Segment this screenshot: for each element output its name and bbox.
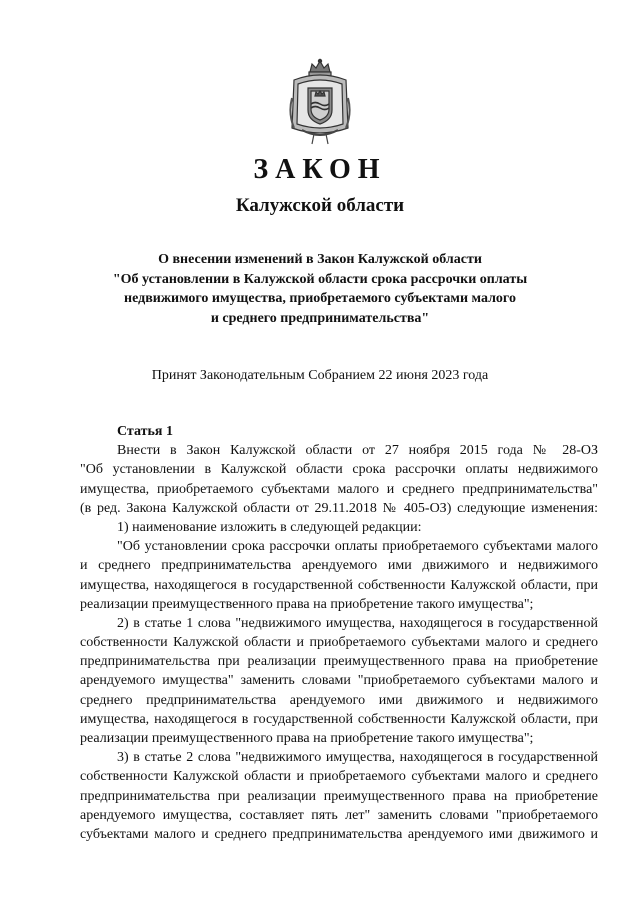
body-line: субъектами малого и среднего предпринимательства арендуемого ими движимого и — [80, 826, 598, 842]
body-line: Внести в Закон Калужской области от 27 ноября 2015 года № 28-ОЗ — [117, 443, 598, 459]
body-line: собственности Калужской области и приобретаемого субъектами малого и среднего — [80, 769, 598, 785]
law-subject — [0, 250, 640, 328]
body-line: имущества, находящегося в государственной собственности Калужской области, при — [80, 711, 598, 727]
document-body — [80, 422, 598, 844]
body-line: "Об установлении в Калужской области срока рассрочки оплаты недвижимого — [80, 462, 598, 478]
body-line: имущества, находящегося в государственной собственности Калужской области, при — [80, 577, 598, 593]
document-title: ЗАКОН — [253, 154, 387, 185]
body-line: 2) в статье 1 слова "недвижимого имущества, находящегося в государственной — [117, 615, 598, 631]
body-line: реализации преимущественного права на приобретение такого имущества"; — [80, 731, 534, 746]
adoption-note: Принят Законодательным Собранием 22 июня 2023 года — [151, 368, 489, 383]
body-line: предпринимательства при реализации преимущественного права на приобретение — [80, 788, 598, 804]
subject-line: О внесении изменений в Закон Калужской области — [158, 252, 482, 267]
body-line: 3) в статье 2 слова "недвижимого имущества, находящегося в государственной — [117, 750, 598, 766]
body-line: "Об установлении срока рассрочки оплаты приобретаемого субъектами малого — [117, 539, 598, 555]
body-line: и среднего предпринимательства арендуемого ими движимого и недвижимого — [80, 558, 598, 574]
body-line: 1) наименование изложить в следующей редакции: — [117, 519, 422, 535]
body-line: (в ред. Закона Калужской области от 29.11.2018 № 405-ОЗ) следующие изменения: — [80, 500, 598, 516]
subject-line: и среднего предпринимательства" — [210, 310, 430, 326]
coat-of-arms-icon — [288, 58, 352, 146]
document-region: Калужской области — [235, 195, 405, 216]
body-line: арендуемого имущества, составляет пять лет" заменить словами "приобретаемого — [80, 807, 598, 823]
body-line: предпринимательства при реализации преимущественного права на приобретение — [80, 654, 598, 670]
body-line: собственности Калужской области и приобретаемого субъектами малого и среднего — [80, 635, 598, 651]
body-line: арендуемого имущества" заменить словами "приобретаемого субъектами малого и — [80, 673, 598, 689]
subject-line: "Об установлении в Калужской области срока рассрочки оплаты — [112, 271, 528, 287]
subject-line: недвижимого имущества, приобретаемого субъектами малого — [124, 291, 516, 306]
body-line: реализации преимущественного права на приобретение такого имущества"; — [80, 596, 534, 612]
body-line: среднего предпринимательства арендуемого ими движимого и недвижимого — [80, 692, 598, 708]
body-line: имущества, приобретаемого субъектами малого и среднего предпринимательства" — [80, 481, 598, 497]
article-heading: Статья 1 — [117, 424, 173, 439]
